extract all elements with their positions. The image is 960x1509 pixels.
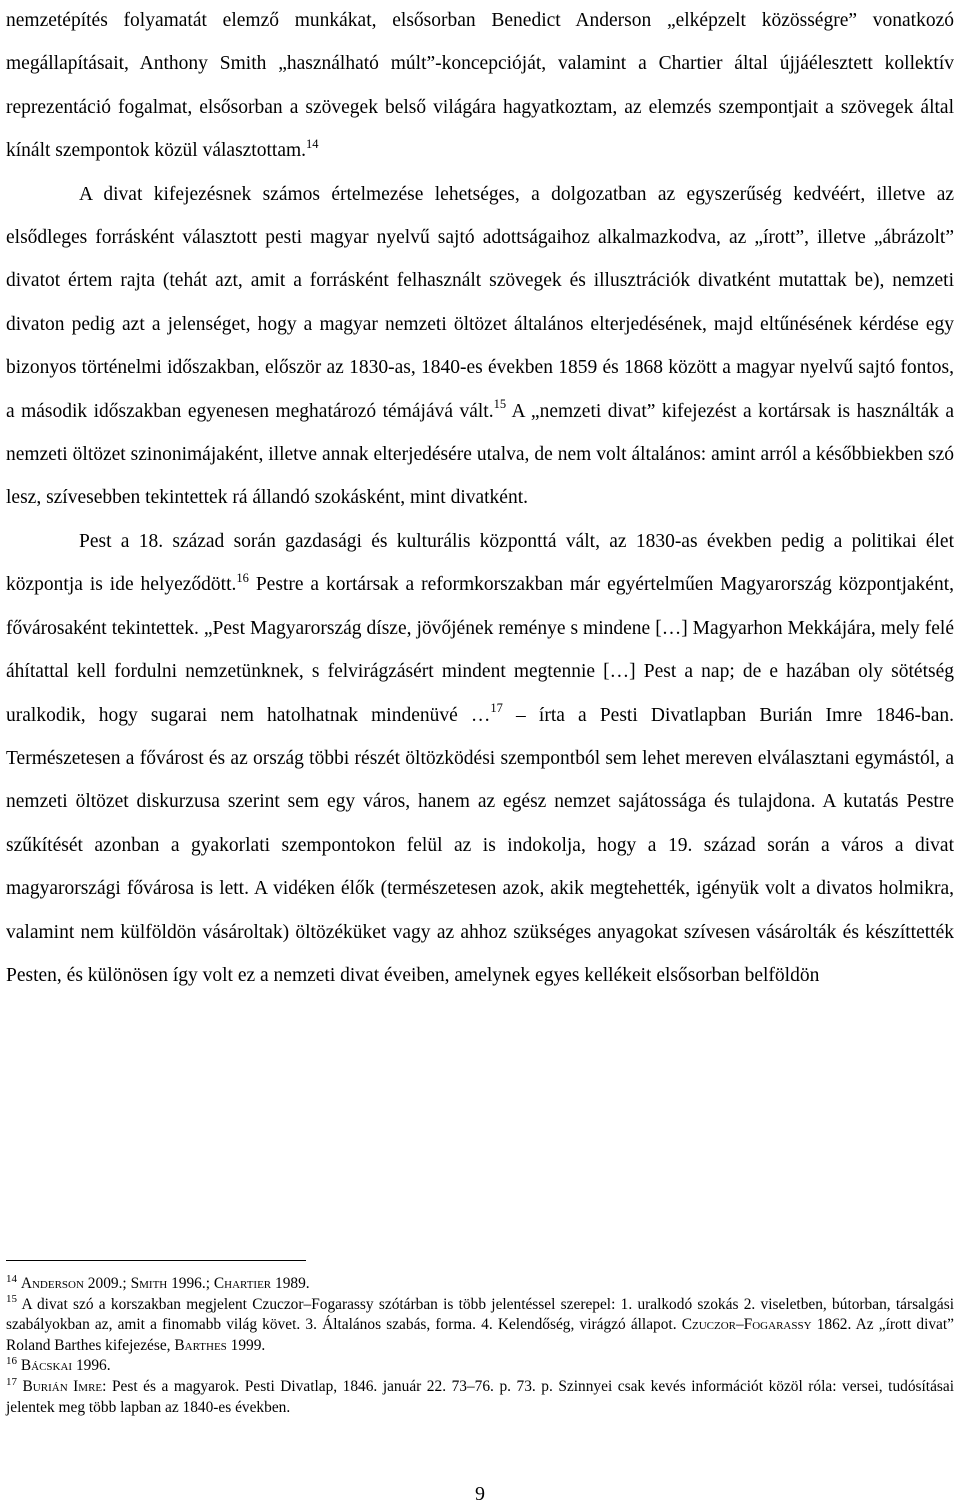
footnote-17: $^{17}$ Burián Imre: Pest és a magyarok. Pesti Divatlap, 1846. január 22. 73–76. p. 73. p. Szinnyei csak kevés információt közöl róla: versei, tudósításai jelentek meg több lapban az 1840-es években. xyxy=(6,1375,954,1416)
footnote-15: $^{15}$ A divat szó a korszakban megjelent Czuczor–Fogarassy szótárban is több jelentéssel szerepel: 1. uralkodó szokás 2. viseletben, bútorban, társalgási szabályokban az, amit a finomabb világ követ. 3. Általános szabás, forma. 4. Kelendőség, virágzó állapot. Czuczor–Fogarassy 1862. Az „írott divat” Roland Barthes kifejezése, Barthes 1999. xyxy=(6,1293,955,1354)
footnote-ref[interactable]: 16 xyxy=(236,570,249,585)
main-text xyxy=(6,0,954,997)
paragraph-divat-definition: A divat kifejezésnek számos értelmezése lehetséges, a dolgozatban az egyszerűség kedvéért, illetve az elsődleges forrásként választott pesti magyar nyelvű sajtó adottságaihoz alkalmazkodva, az „írott”, illetve „ábrázolt” divatot értem rajta (tehát azt, amit a forrásként felhasznált szövegek és illusztrációk divatként mutattak be), nemzeti divaton pedig azt a jelenséget, hogy a magyar nemzeti öltözet általános elterjedésének, majd eltűnésének kérdése egy bizonyos történelmi időszakban, először az 1830-as, 1840-es években 1859 és 1868 között a magyar nyelvű sajtó fontos, a második időszakban egyenesen meghatározó témájává vált.$^{15}$ A „nemzeti divat” kifejezést a kortársak is használták a nemzeti öltözet szinonimájaként, illetve annak elterjedésére utalva, de nem volt általános: amint arról a későbbiekben szó lesz, szívesebben tekintettek rá állandó szokásként, mint divatként. xyxy=(6,183,954,509)
footnote-16: $^{16}$ Bácskai 1996. xyxy=(6,1355,111,1375)
page-number: 9 xyxy=(475,1483,485,1505)
footnote-ref[interactable]: 14 xyxy=(306,136,319,151)
footnotes xyxy=(6,1274,954,1418)
footnote-ref[interactable]: 15 xyxy=(493,397,507,412)
paragraph-intro-continued: nemzetépítés folyamatát elemző munkákat, elsősorban Benedict Anderson „elképzelt közösségre” vonatkozó megállapításait, Anthony Smith „használható múlt”-koncepcióját, valamint a Chartier által újjáélesztett kollektív reprezentáció fogalmat, elsősorban a szövegek belső világára hagyatkoztam, az elemzés szempontjait a szövegek által kínált szempontok közül választottam.$^{14}$ xyxy=(6,10,954,162)
paragraph-pest: Pest a 18. század során gazdasági és kulturális központtá vált, az 1830-as években pedig a politikai élet központja is ide helyeződött.$^{16}$ Pestre a kortársak a reformkorszakban már egyértelműen Magyarország központjaként, fővárosaként tekintettek. „Pest Magyarország dísze, jövőjének reménye s mindene […] Magyarhon Mekkájára, mely felé áhítattal kell fordulni nemzetünknek, s felvirágzásért mindent megtennie […] Pest a nap; de e hazában oly sötétség uralkodik, hogy sugarai nem hatolhatnak mindenüvé …$^{17}$ – írta a Pesti Divatlapban Burián Imre 1846-ban. Természetesen a fővárost és az ország többi részét öltözködési szempontból sem lehet mereven elválasztani egymástól, a nemzeti öltözet diskurzusa szerint sem egy város, hanem az egész nemzet sajátossága és tulajdona. A kutatás Pestre szűkítését azonban a gyakorlati szempontokon felül az is indokolja, hogy a 19. század során a város a divat magyarországi fővárosa is lett. A vidéken élők (természetesen azok, akik megtehették, igényük volt a divatos holmikra, valamint nem külföldön vásároltak) öltözéküket vagy az ahhoz szükséges anyagokat szívesen vásárolták és készíttették Pesten, és különösen így volt ez a nemzeti divat éveiben, amelynek egyes kellékeit elsősorban belföldön xyxy=(6,530,954,986)
footnote-ref[interactable]: 17 xyxy=(490,701,503,715)
footnote-separator xyxy=(6,1260,306,1261)
footnote-14: $^{14}$ Anderson 2009.; Smith 1996.; Chartier 1989. xyxy=(6,1272,310,1292)
